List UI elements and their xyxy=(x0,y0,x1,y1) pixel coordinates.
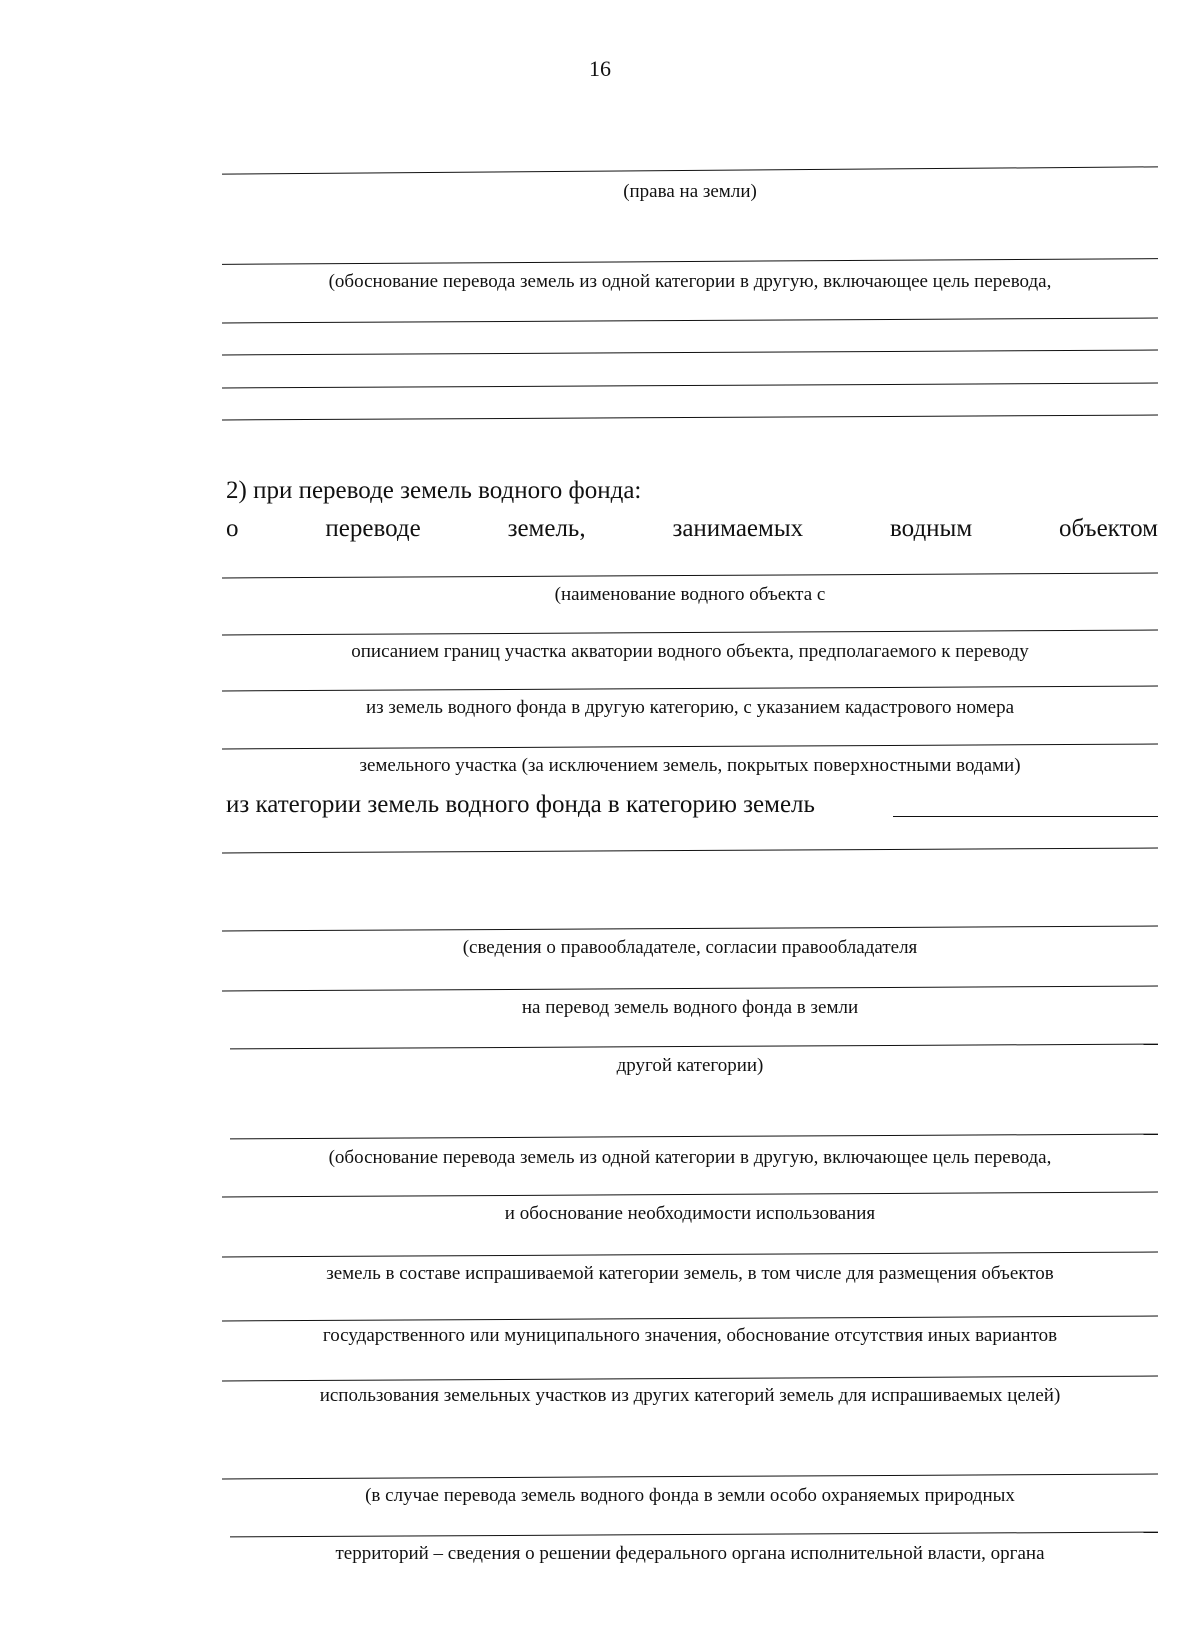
fill-line-oopt xyxy=(222,1474,1158,1480)
fill-line-just-5 xyxy=(222,1376,1158,1382)
caption-water-2: описанием границ участка акватории водного объекта, предполагаемого к переводу xyxy=(351,641,1029,662)
caption-justification: (обоснование перевода земель из одной категории в другую, включающее цель перевода, xyxy=(328,271,1052,292)
fill-line-just-2 xyxy=(222,1192,1158,1198)
fill-line-holder-3 xyxy=(230,1044,1158,1050)
fill-line-just xyxy=(230,1134,1158,1140)
caption-water-1: (наименование водного объекта с xyxy=(554,584,826,605)
spread-word: водным xyxy=(890,515,973,542)
justified-line xyxy=(226,514,1158,544)
caption-oopt-2: территорий – сведения о решении федерального органа исполнительной власти, органа xyxy=(335,1543,1045,1564)
fill-line-rights xyxy=(222,166,1158,174)
category-fill-line xyxy=(893,816,1158,817)
caption-rights: (права на земли) xyxy=(623,181,757,202)
caption-just-5: использования земельных участков из других категорий земель для испрашиваемых целей) xyxy=(319,1385,1061,1406)
fill-line-water-name xyxy=(222,573,1158,579)
spread-word: объектом xyxy=(1059,515,1158,542)
spread-word: переводе xyxy=(325,515,421,542)
spread-word: земель, xyxy=(507,515,586,542)
fill-line-holder-2 xyxy=(222,986,1158,992)
fill-line-just-3 xyxy=(222,1252,1158,1258)
fill-line-justification-5 xyxy=(222,415,1158,421)
caption-just-3: земель в составе испрашиваемой категории земель, в том числе для размещения объектов xyxy=(326,1263,1054,1284)
caption-just-2: и обоснование необходимости использования xyxy=(504,1203,876,1224)
caption-just-4: государственного или муниципального значения, обоснование отсутствия иных вариантов xyxy=(322,1325,1058,1346)
fill-line-justification-2 xyxy=(222,318,1158,324)
fill-line-oopt-2 xyxy=(230,1532,1158,1538)
caption-holder-3: другой категории) xyxy=(616,1055,764,1076)
caption-water-4: земельного участка (за исключением земель, покрытых поверхностными водами) xyxy=(359,755,1021,776)
caption-just-1: (обоснование перевода земель из одной категории в другую, включающее цель перевода, xyxy=(328,1147,1052,1168)
fill-line-water-4 xyxy=(222,744,1158,750)
section-heading: 2) при переводе земель водного фонда: xyxy=(226,477,642,504)
fill-line-just-4 xyxy=(222,1316,1158,1322)
page-number: 16 xyxy=(589,56,611,81)
caption-water-3: из земель водного фонда в другую категорию, с указанием кадастрового номера xyxy=(365,697,1014,718)
fill-line-category-2 xyxy=(222,848,1158,854)
spread-word: занимаемых xyxy=(672,515,804,542)
caption-oopt-1: (в случае перевода земель водного фонда в земли особо охраняемых природных xyxy=(365,1485,1015,1506)
fill-line-water-2 xyxy=(222,630,1158,636)
fill-line-water-3 xyxy=(222,686,1158,692)
fill-line-holder xyxy=(222,926,1158,932)
fill-line-justification xyxy=(222,258,1158,265)
category-line-text: из категории земель водного фонда в категорию земель xyxy=(226,791,815,818)
fill-line-justification-4 xyxy=(222,383,1158,389)
caption-holder-2: на перевод земель водного фонда в земли xyxy=(521,997,859,1018)
fill-line-justification-3 xyxy=(222,350,1158,356)
spread-word: о xyxy=(226,515,239,542)
caption-holder-1: (сведения о правообладателе, согласии правообладателя xyxy=(462,937,918,958)
